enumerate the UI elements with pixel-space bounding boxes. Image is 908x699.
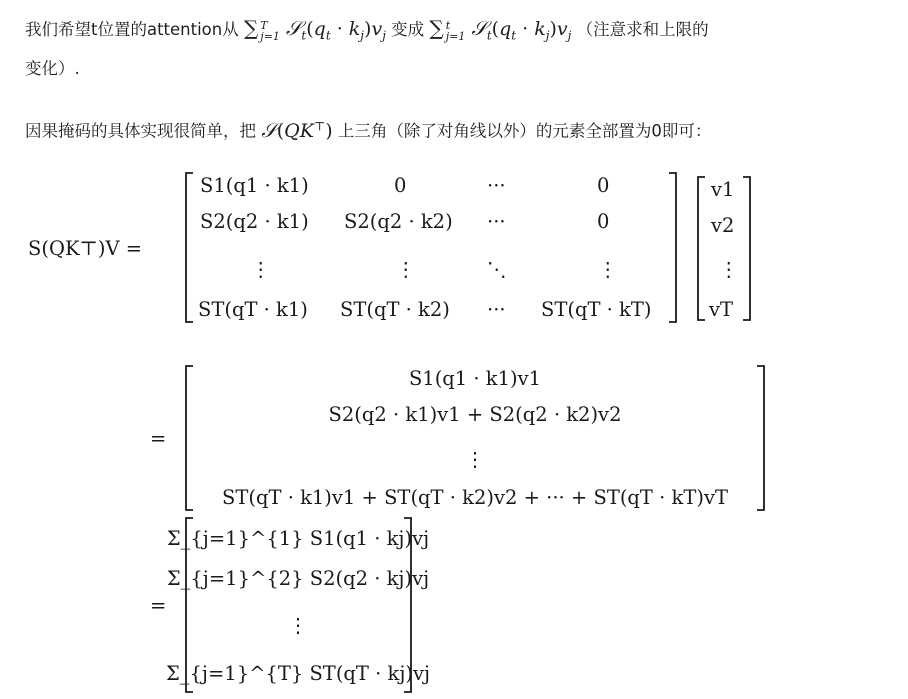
matrix-cell-3-3: ⋱ <box>487 258 507 281</box>
vector-entry-3: ⋮ <box>719 258 739 281</box>
matrix-cell-2-1: S2(q2 · k1) <box>200 210 309 233</box>
matrix-cell-4-2: ST(qT · k2) <box>340 298 450 321</box>
p2-text-after: 上三角（除了对角线以外）的元素全部置为0即可： <box>337 121 712 141</box>
matrix-cell-2-3: ··· <box>487 210 506 233</box>
equation-lhs: S(QK⊤)V = <box>28 237 143 260</box>
p1-text-after: （注意求和上限的 <box>576 20 709 39</box>
eq3-row-1: Σ_{j=1}^{1} S1(q1 · kj)vj <box>166 527 430 550</box>
eq2-row-4: ST(qT · k1)v1 + ST(qT · k2)v2 + ··· + ST(qT · kT)vT <box>222 486 728 509</box>
matrix-cell-4-1: ST(qT · k1) <box>198 298 308 321</box>
p1-text-before: 我们希望t位置的attention从 <box>25 20 239 39</box>
matrix-cell-1-3: ··· <box>487 174 506 197</box>
eq3-row-2: Σ_{j=1}^{2} S2(q2 · kj)vj <box>166 567 430 590</box>
p1-text-mid: 变成 <box>391 20 425 39</box>
eq2-right-bracket <box>757 366 764 510</box>
eq2-row-2: S2(q2 · k1)v1 + S2(q2 · k2)v2 <box>328 403 622 426</box>
matrix-cell-3-2: ⋮ <box>396 258 416 281</box>
matrix-cell-2-2: S2(q2 · k2) <box>344 210 453 233</box>
matrix-cell-4-3: ··· <box>487 298 506 321</box>
vector-entry-1: v1 <box>711 178 735 201</box>
eq3-row-4: Σ_{j=1}^{T} ST(qT · kj)vj <box>165 662 431 685</box>
p2-text-before: 因果掩码的具体实现很简单，把 <box>25 121 256 141</box>
eq2-row-1: S1(q1 · k1)v1 <box>408 367 542 390</box>
matrix-cell-1-2: 0 <box>394 174 407 197</box>
matrix-left-bracket <box>186 173 193 322</box>
matrix-right-bracket <box>669 173 676 322</box>
eq3-equals: = <box>150 594 167 617</box>
matrix-cell-4-4: ST(qT · kT) <box>541 298 652 321</box>
p1-math-b: ∑ t j=1 $𝒮_t(q_t \cdot k_j)v_j$ <box>429 16 572 43</box>
eq2-left-bracket <box>186 366 193 510</box>
eq2-row-3: ⋮ <box>465 448 485 471</box>
matrix-cell-1-4: 0 <box>597 174 610 197</box>
vector-entry-2: v2 <box>711 214 735 237</box>
p2-math: 𝒮(QK⊤) <box>261 117 333 142</box>
matrix-cell-3-4: ⋮ <box>598 258 618 281</box>
matrix-cell-1-1: S1(q1 · k1) <box>200 174 309 197</box>
matrix-cell-2-4: 0 <box>597 210 610 233</box>
eq2-equals: = <box>150 427 167 450</box>
p1-math-a: ∑ T j=1 $𝒮_t(q_t \cdot k_j)v_j$ <box>244 16 386 43</box>
vector-entry-4: vT <box>709 298 734 321</box>
eq3-row-3: ⋮ <box>288 614 308 637</box>
vector-right-bracket <box>743 177 750 320</box>
paragraph-1-continued: 变化）. <box>25 59 80 78</box>
matrix-cell-3-1: ⋮ <box>251 258 271 281</box>
vector-left-bracket <box>698 177 705 320</box>
